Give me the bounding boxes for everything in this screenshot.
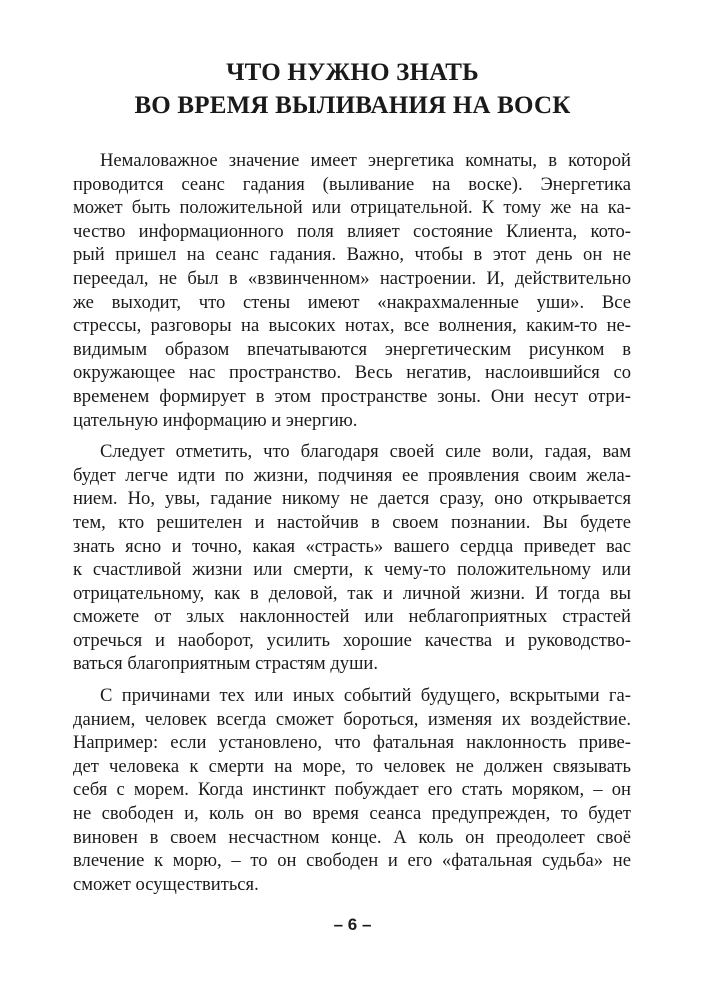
paragraph-line: себя с морем. Когда инстинкт побуждает его стать моряком, – он	[73, 779, 631, 801]
paragraph-line: С причинами тех или иных событий будущего, вскрытыми га-	[100, 685, 631, 707]
paragraph-line: стрессы, разговоры на высоких нотах, все волнения, каким-то не-	[73, 315, 631, 337]
paragraph-line: виновен в своем несчастном конце. А коль он преодолеет своё	[73, 826, 631, 848]
paragraph-line: сможет осуществиться.	[73, 873, 259, 895]
paragraph-line: Немаловажное значение имеет энергетика комнаты, в которой	[100, 150, 631, 171]
paragraph-line: проводится сеанс гадания (выливание на воске). Энергетика	[73, 173, 631, 195]
paragraph-line: рый пришел на сеанс гадания. Важно, чтобы в этот день он не	[73, 244, 631, 266]
paragraph-line: окружающее нас пространство. Весь негатив, наслоившийся со	[73, 362, 631, 384]
paragraph-line: же выходит, что стены имеют «накрахмаленные уши». Все	[73, 291, 631, 313]
paragraph	[73, 684, 631, 896]
paragraph-line: не свободен и, коль он во время сеанса предупрежден, то будет	[73, 803, 631, 825]
paragraph-line: Следует отметить, что благодаря своей силе воли, гадая, вам	[100, 441, 631, 463]
paragraph-line: ваться благоприятным страстям души.	[73, 653, 379, 675]
paragraph-line: видимым образом впечатываются энергетическим рисунком в	[73, 338, 631, 360]
paragraph-line: переедал, не был в «взвинченном» настроении. И, действительно	[73, 267, 631, 289]
paragraph-line: дет человека к смерти на море, то человек не должен связывать	[73, 755, 631, 777]
body-text	[73, 149, 631, 904]
page-number: – 6 –	[333, 915, 372, 934]
paragraph-line: чество информационного поля влияет состояние Клиента, кото-	[73, 220, 631, 242]
paragraph-line: знать ясно и точно, какая «страсть» вашего сердца приведет вас	[73, 535, 631, 557]
paragraph-line: отрицательному, как в деловой, так и личной жизни. И тогда вы	[73, 582, 631, 604]
paragraph-line: сможете от злых наклонностей или неблагоприятных страстей	[73, 606, 631, 628]
chapter-title-line-1: ЧТО НУЖНО ЗНАТЬ	[226, 59, 479, 86]
paragraph-line: нием. Но, увы, гадание никому не дается сразу, оно открывается	[73, 488, 631, 510]
chapter-title	[60, 56, 645, 122]
paragraph-line: Например: если установлено, что фатальная наклонность приве-	[73, 732, 631, 754]
paragraph-line: цательную информацию и энергию.	[73, 409, 358, 431]
paragraph	[73, 440, 631, 676]
paragraph-line: отречься и наоборот, усилить хорошие качества и руководство-	[73, 629, 631, 651]
paragraph-line: к счастливой жизни или смерти, к чему-то положительному или	[73, 559, 631, 581]
paragraph-line: может быть положительной или отрицательной. К тому же на ка-	[73, 197, 631, 219]
paragraph-line: тем, кто решителен и настойчив в своем познании. Вы будете	[73, 511, 631, 533]
paragraph-line: будет легче идти по жизни, подчиняя ее проявления своим жела-	[73, 464, 631, 486]
paragraph-line: данием, человек всегда сможет бороться, изменяя их воздействие.	[73, 708, 631, 730]
chapter-title-line-2: ВО ВРЕМЯ ВЫЛИВАНИЯ НА ВОСК	[134, 92, 571, 119]
paragraph-line: влечение к морю, – то он свободен и его «фатальная судьба» не	[73, 850, 631, 872]
paragraph-line: временем формирует в этом пространстве зоны. Они несут отри-	[73, 385, 631, 407]
paragraph	[73, 149, 631, 432]
